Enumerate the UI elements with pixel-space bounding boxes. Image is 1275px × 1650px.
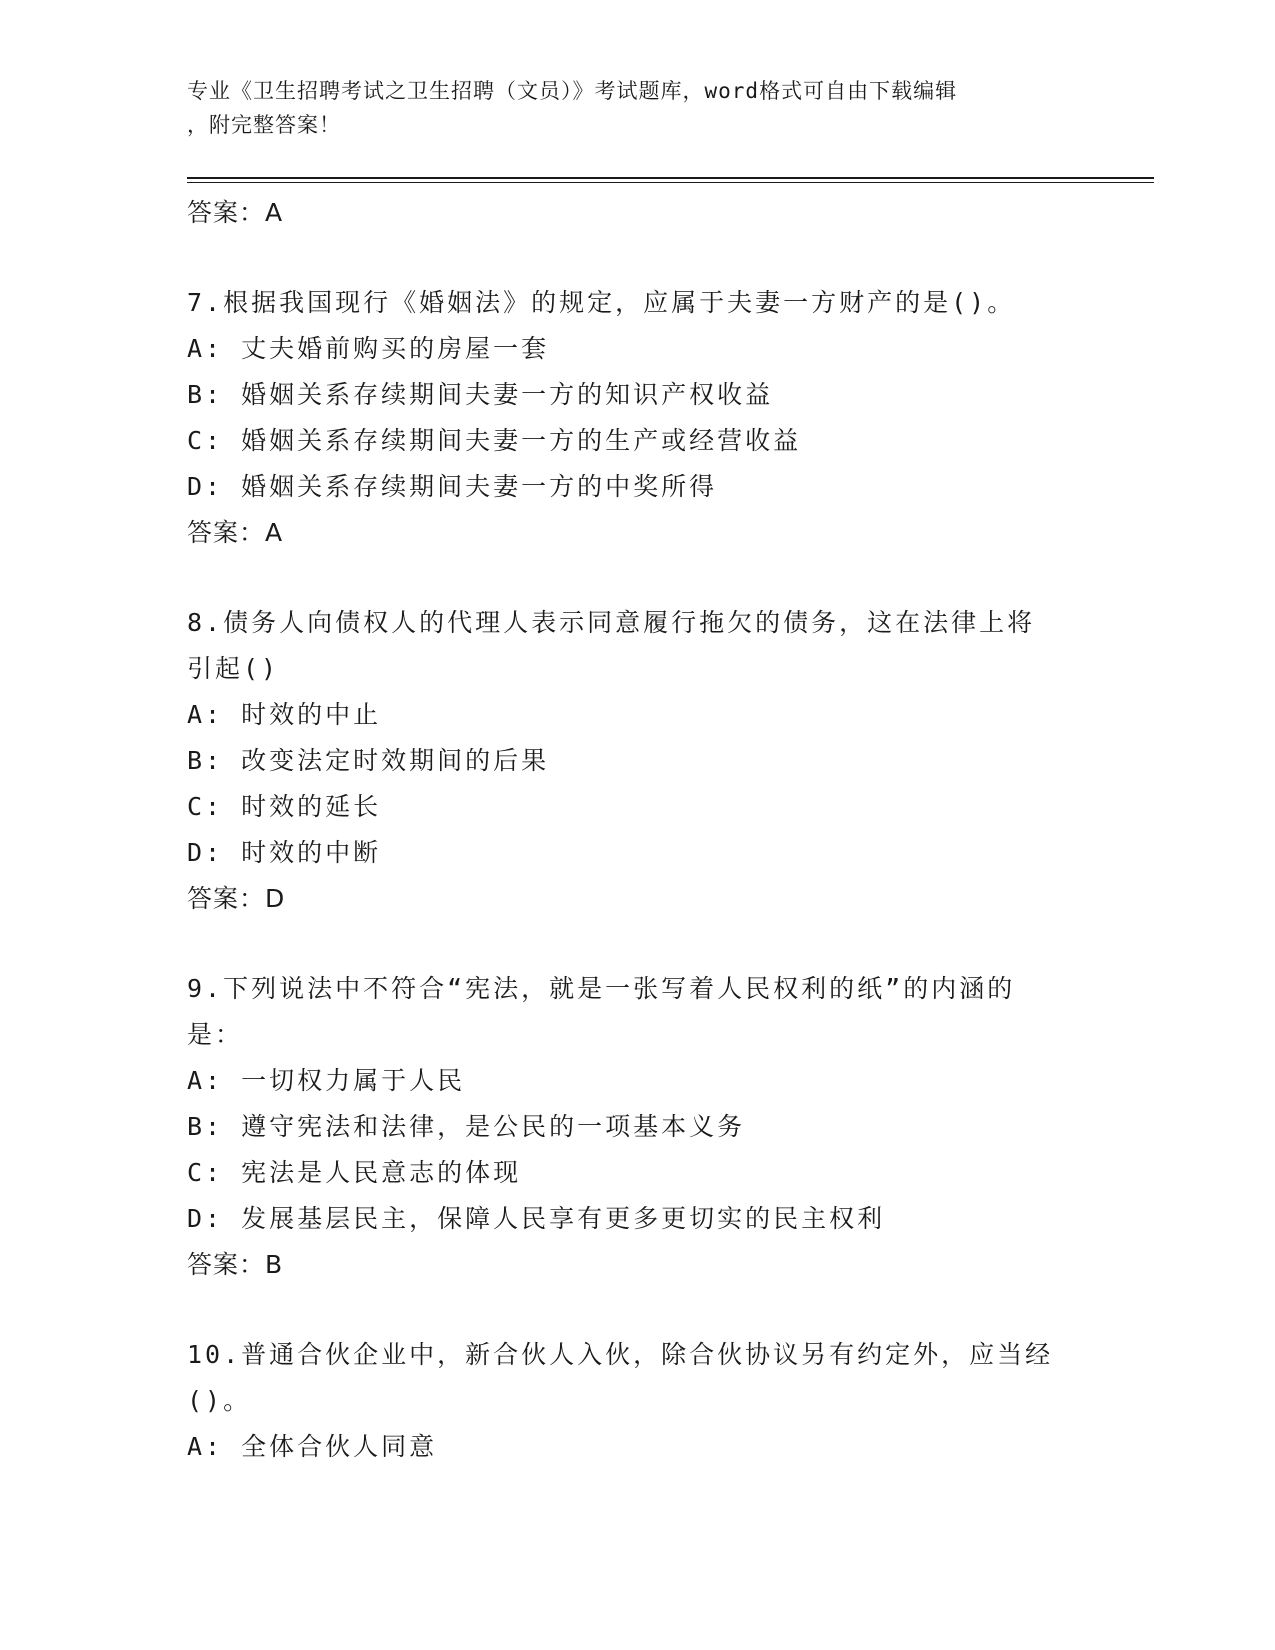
answer-label: 答案：D (187, 884, 286, 913)
answer-label: 答案：A (187, 518, 284, 547)
option-a: A: 全体合伙人同意 (187, 1432, 438, 1461)
option-a: A: 丈夫婚前购买的房屋一套 (187, 334, 550, 363)
option-b: B: 婚姻关系存续期间夫妻一方的知识产权收益 (187, 380, 774, 409)
question-text-line-1: 8.债务人向债权人的代理人表示同意履行拖欠的债务，这在法律上将 (187, 608, 1036, 637)
option-d: D: 时效的中断 (187, 838, 382, 867)
header-divider-thick (187, 177, 1154, 179)
question-9 (187, 966, 1087, 1288)
header-line-2: ，附完整答案！ (187, 113, 341, 137)
option-a: A: 一切权力属于人民 (187, 1066, 466, 1095)
option-a: A: 时效的中止 (187, 700, 382, 729)
option-c: C: 宪法是人民意志的体现 (187, 1158, 522, 1187)
option-b: B: 改变法定时效期间的后果 (187, 746, 550, 775)
option-c: C: 时效的延长 (187, 792, 382, 821)
question-8 (187, 600, 1087, 922)
answer-label: 答案：A (187, 198, 284, 227)
question-text: 7.根据我国现行《婚姻法》的规定，应属于夫妻一方财产的是()。 (187, 288, 1016, 317)
question-text-line-2: ()。 (187, 1386, 252, 1415)
answer-label: 答案：B (187, 1250, 284, 1279)
option-c: C: 婚姻关系存续期间夫妻一方的生产或经营收益 (187, 426, 802, 455)
option-b: B: 遵守宪法和法律，是公民的一项基本义务 (187, 1112, 746, 1141)
question-7 (187, 280, 1087, 556)
question-text-line-1: 10.普通合伙企业中，新合伙人入伙，除合伙协议另有约定外，应当经 (187, 1340, 1054, 1369)
option-d: D: 婚姻关系存续期间夫妻一方的中奖所得 (187, 472, 718, 501)
question-10 (187, 1332, 1087, 1470)
question-text-line-1: 9.下列说法中不符合“宪法，就是一张写着人民权利的纸”的内涵的 (187, 974, 1016, 1003)
question-text-line-2: 引起() (187, 654, 280, 683)
question-text-line-2: 是： (187, 1020, 244, 1049)
option-d: D: 发展基层民主，保障人民享有更多更切实的民主权利 (187, 1204, 886, 1233)
document-header (187, 74, 1087, 142)
question-list (187, 190, 1087, 1470)
header-divider-thin (187, 182, 1154, 183)
header-line-1: 专业《卫生招聘考试之卫生招聘（文员）》考试题库，word格式可自由下载编辑 (187, 79, 958, 103)
